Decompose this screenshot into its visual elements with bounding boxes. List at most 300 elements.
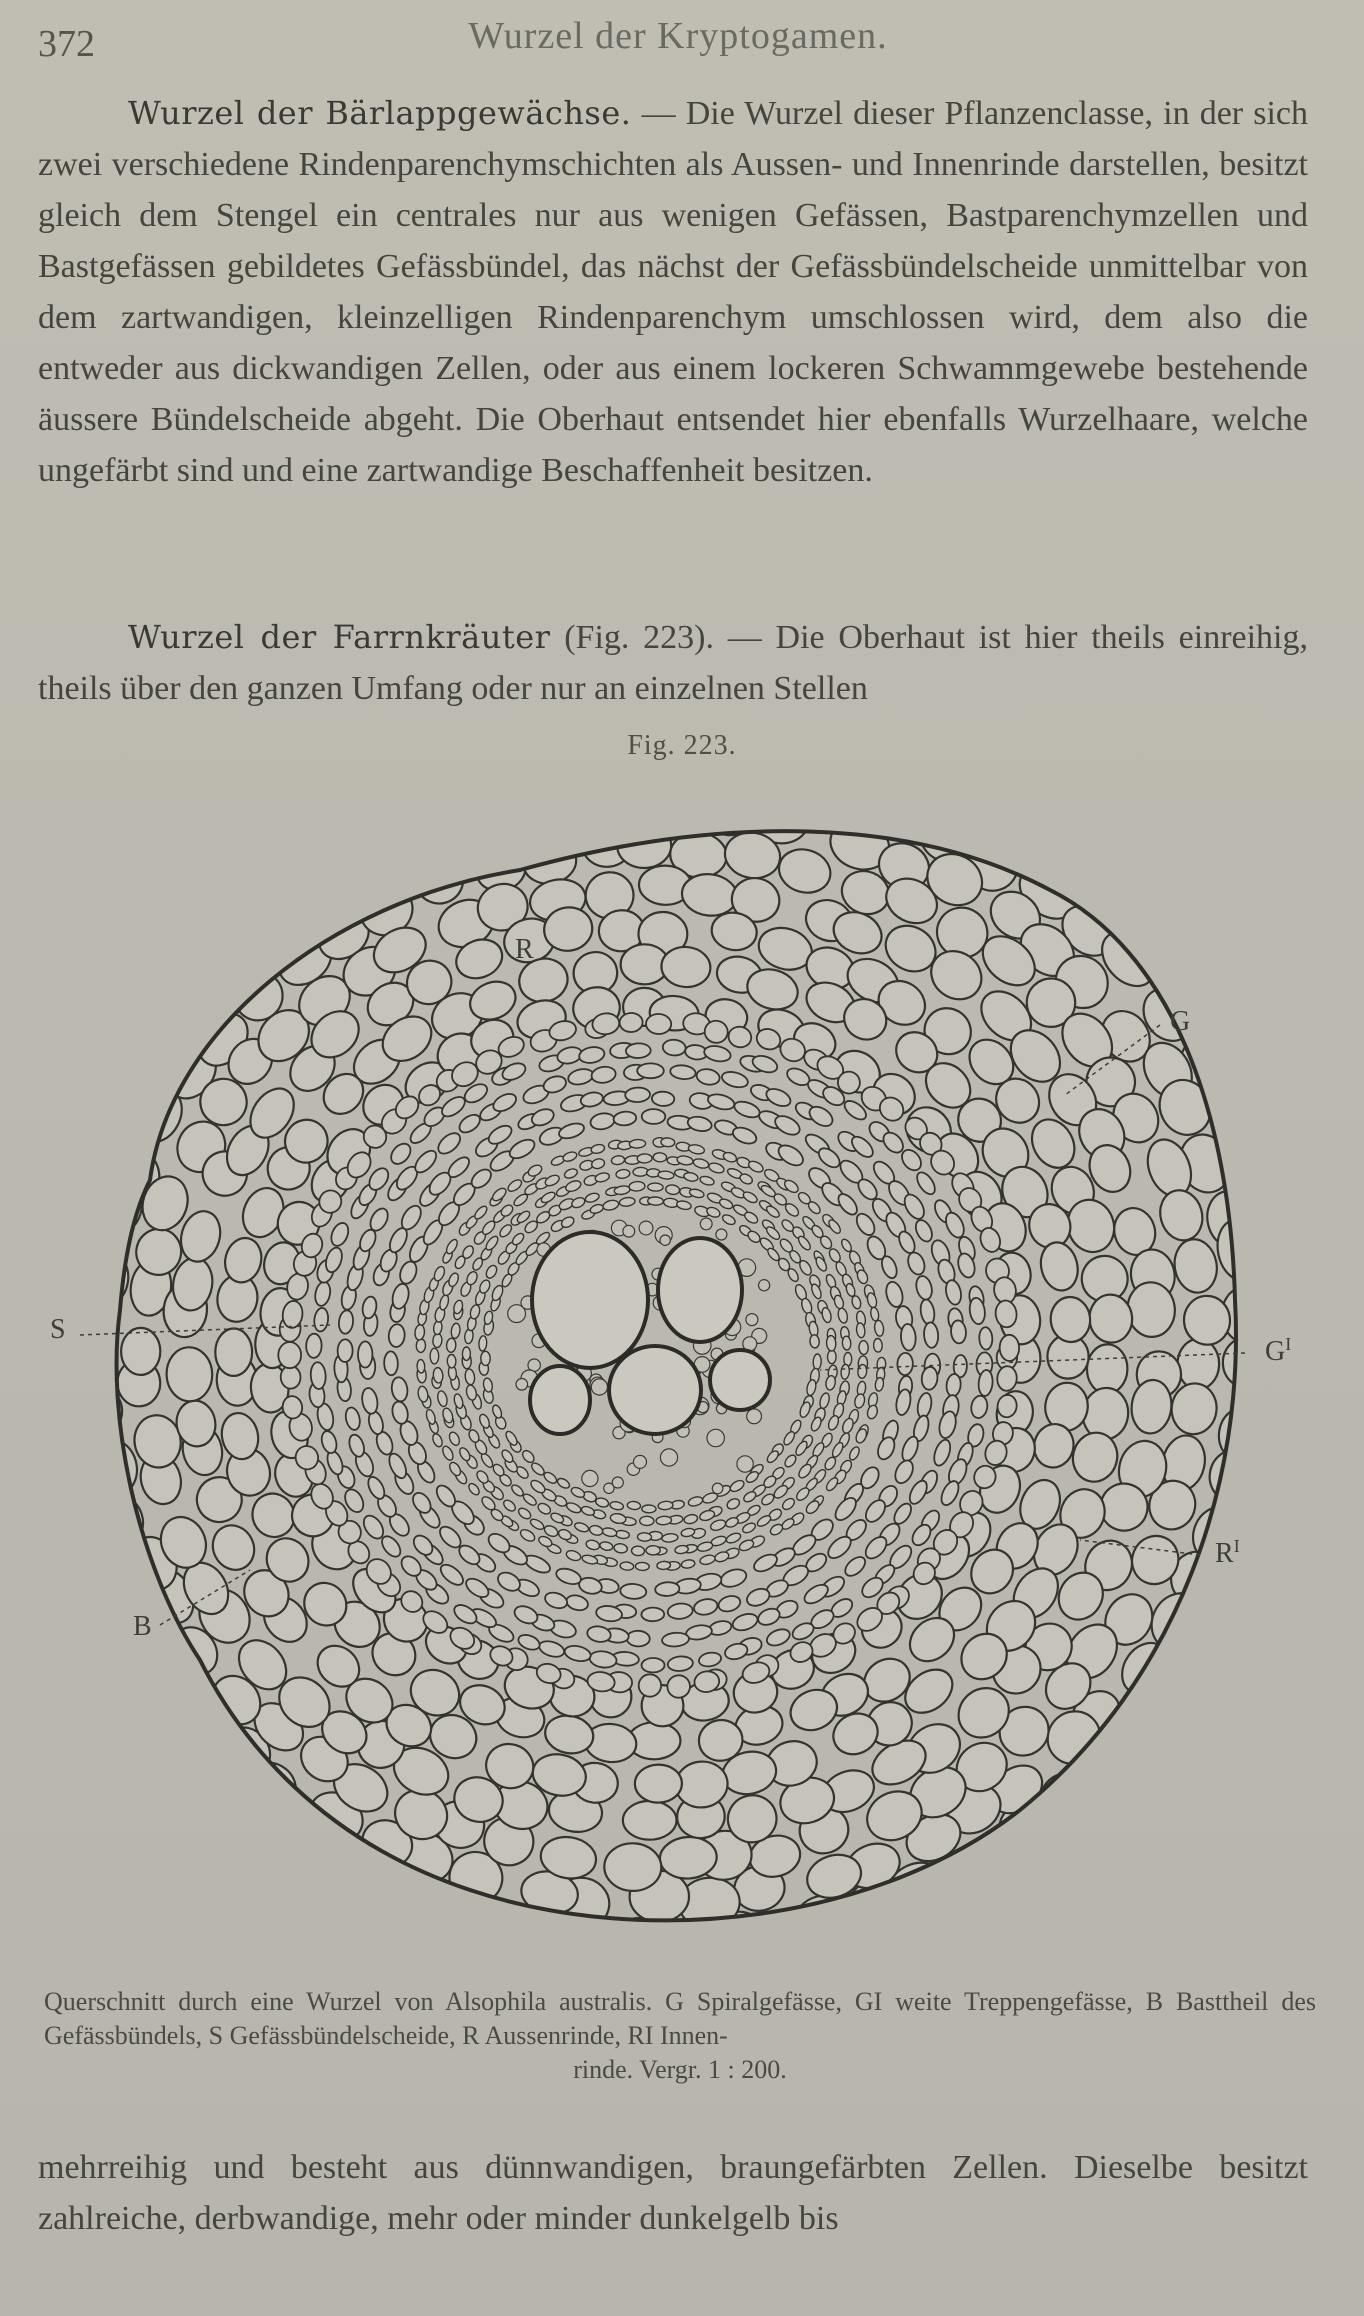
tissue-cell [783,1453,798,1469]
tissue-cell [397,780,472,836]
letter-G1-sup: I [1285,1334,1292,1354]
tissue-cell [842,1336,851,1350]
tissue-cell [746,1314,758,1326]
tissue-cell [718,1566,748,1590]
tissue-cell [467,1482,481,1497]
tissue-cell [665,1184,680,1195]
tissue-cell [543,1590,569,1611]
tissue-cell [573,1521,589,1533]
tissue-cell [728,1478,745,1493]
tissue-cell [189,868,269,947]
tissue-cell [827,1414,841,1431]
letter-R: R [515,934,534,965]
vessel [609,1346,701,1434]
tissue-cell [648,1183,664,1191]
tissue-cell [1257,1393,1315,1451]
tissue-cell [693,1597,719,1617]
tissue-cell [613,1111,637,1127]
tissue-cell [570,1196,586,1210]
tissue-cell [648,1197,664,1206]
tissue-cell [970,1395,989,1420]
tissue-cell [211,1784,286,1858]
tissue-cell [0,1361,41,1420]
tissue-cell [26,1105,91,1171]
tissue-cell [615,1169,630,1179]
tissue-cell [874,1320,885,1337]
tissue-cell [49,1044,122,1119]
tissue-cell [873,1338,882,1352]
tissue-cell [478,1413,491,1430]
tissue-cell [557,1121,586,1141]
tissue-cell [216,912,284,980]
running-head [38,14,1318,64]
tissue-cell [490,1284,505,1302]
paragraph-body: (Fig. 223). — Die Oberhaut ist hier theils einreihig, theils über den ganzen Umfang oder nur an einzelnen Stellen [38,619,1308,707]
letter-G1-base: G [1265,1336,1286,1367]
tissue-cell [431,1432,444,1448]
tissue-cell [261,1809,334,1882]
tissue-cell [502,1498,518,1513]
tissue-cell [642,784,700,829]
tissue-cell [498,1223,514,1239]
tissue-cell [996,1366,1017,1392]
tissue-cell [1088,1293,1135,1344]
tissue-cell [641,1658,664,1673]
tissue-cell [905,1250,927,1277]
tissue-cell [313,1307,329,1332]
tissue-cell [484,1234,500,1252]
tissue-cell [425,1408,437,1425]
tissue-cell [833,1294,845,1310]
tissue-cell [473,1204,489,1221]
tissue-cell [438,1294,450,1311]
tissue-cell [662,1039,686,1056]
caption-line-2: rinde. Vergr. 1 : 200. [573,2055,787,2084]
tissue-cell [67,1345,118,1402]
tissue-cell [686,1115,712,1133]
tissue-cell [894,1388,912,1416]
tissue-cell [610,1512,627,1524]
tissue-cell [590,1143,605,1154]
tissue-cell [875,1377,885,1392]
tissue-cell [818,1392,830,1409]
tissue-cell [537,1638,566,1659]
tissue-cell [826,1335,836,1351]
figure-root-cross-section [0,780,1364,1980]
tissue-cell [999,1335,1019,1362]
vessel [530,1366,590,1434]
tissue-cell [143,905,220,982]
caption-line-1: Querschnitt durch eine Wurzel von Alsophila australis. G Spiralgefässe, GI weite Treppengefässe, B Basttheil des Gefässbündels, S Gefässbündelscheide, R Aussenrinde, RI Innen- [44,1987,1316,2050]
tissue-cell [699,1175,715,1187]
tissue-cell [642,1109,666,1124]
tissue-cell [75,1537,139,1608]
tissue-cell [86,1660,159,1734]
tissue-cell [857,1364,867,1378]
tissue-cell [848,1445,861,1461]
tissue-cell [732,1099,761,1121]
tissue-cell [721,1213,737,1226]
tissue-cell [809,1416,822,1433]
tissue-cell [453,1393,464,1409]
tissue-cell [613,1543,628,1554]
tissue-cell [548,1915,615,1974]
tissue-cell [660,1235,670,1245]
tissue-cell [614,1185,631,1196]
tissue-cell [800,1297,814,1315]
tissue-cell [568,780,626,792]
tissue-cell [806,1379,818,1396]
tissue-cell [798,1401,812,1419]
tissue-cell [529,1517,546,1531]
tissue-cell [445,1154,472,1181]
tissue-cell [720,1069,749,1090]
tissue-cell [781,1496,797,1511]
tissue-cell [712,1483,723,1494]
tissue-cell [979,1327,993,1350]
tissue-cell [77,1624,141,1691]
tissue-cell [510,1483,525,1498]
tissue-cell [536,1501,552,1516]
tissue-cell [937,1410,959,1440]
tissue-cell [33,1349,78,1409]
tissue-cell [313,1280,332,1307]
tissue-cell [747,1409,762,1424]
tissue-cell [1177,1339,1219,1390]
tissue-cell [462,1347,470,1360]
tissue-cell [623,1801,677,1840]
tissue-cell [698,1509,715,1522]
tissue-cell [656,1516,672,1526]
tissue-cell [634,1455,647,1468]
tissue-cell [745,780,812,801]
tissue-cell [692,1157,709,1169]
tissue-cell [657,1561,671,1570]
tissue-cell [7,1482,66,1546]
tissue-cell [591,1158,606,1170]
tissue-cell [619,1197,636,1207]
tissue-cell [589,780,641,823]
tissue-cell [516,1379,528,1391]
tissue-cell [759,1280,770,1291]
letter-B: B [133,1611,152,1642]
tissue-cell [417,1359,425,1373]
tissue-cell [491,1404,503,1420]
tissue-cell [619,1012,643,1032]
tissue-cell [579,1091,604,1109]
tissue-cell [716,1229,727,1240]
tissue-cell [742,1190,759,1205]
tissue-cell [344,1406,362,1431]
tissue-cell [1237,1162,1303,1232]
tissue-cell [320,1852,387,1917]
letter-G: G [1170,1006,1191,1037]
tissue-cell [707,1429,724,1446]
tissue-cell [637,1063,664,1078]
tissue-cell [765,1449,780,1464]
tissue-cell [623,1225,635,1237]
paragraph-fern-root [38,612,1308,714]
paragraph-lead: Wurzel der Bärlappgewächse. [128,94,632,132]
tissue-cell [945,1373,961,1397]
tissue-cell [1224,1133,1284,1197]
tissue-cell [113,945,191,1025]
paragraph-lead: Wurzel der Farrnkräuter [128,618,551,656]
tissue-cell [642,1505,656,1513]
tissue-cell [456,1111,483,1136]
tissue-cell [168,948,241,1021]
tissue-cell [853,1393,865,1409]
tissue-cell [0,1194,52,1257]
tissue-cell [626,1043,651,1058]
tissue-cell [914,1169,939,1197]
tissue-cell [554,1566,583,1587]
tissue-cell [688,1143,706,1155]
tissue-cell [633,1167,648,1176]
tissue-cell [442,780,511,823]
tissue-cell [585,1539,601,1551]
tissue-cell [387,1140,414,1168]
tissue-cell [59,1126,119,1196]
tissue-cell [640,1516,654,1525]
paragraph-lycopod-root [38,88,1308,496]
tissue-cell [590,1065,616,1084]
tissue-cell [760,1492,776,1507]
tissue-cell [564,1179,582,1194]
tissue-cell [931,1438,953,1468]
tissue-cell [667,1655,693,1672]
tissue-cell [1200,1548,1267,1620]
tissue-cell [637,1154,652,1163]
tissue-cell [810,1283,823,1300]
tissue-cell [506,1178,523,1194]
tissue-cell [521,780,587,804]
tissue-cell [565,1549,582,1562]
vessel [532,1232,648,1368]
tissue-cell [842,1553,869,1579]
tissue-cell [589,1650,618,1670]
tissue-cell [435,1129,464,1157]
tissue-cell [0,1257,40,1318]
tissue-cell [686,780,745,795]
tissue-cell [549,1511,565,1524]
tissue-cell [944,1279,963,1306]
tissue-cell [484,1264,499,1280]
tissue-cell [478,1336,487,1352]
tissue-cell [637,1533,651,1542]
tissue-cell [436,1390,448,1407]
tissue-cell [0,1315,38,1368]
tissue-cell [687,1495,703,1507]
tissue-cell [306,1333,322,1358]
tissue-cell [215,1328,252,1376]
tissue-cell [731,1611,760,1633]
tissue-cell [522,1492,539,1507]
tissue-cell [588,1524,603,1537]
tissue-cell [658,1501,674,1511]
tissue-cell [520,1448,536,1464]
tissue-cell [121,1328,161,1375]
tissue-cell [859,1341,869,1355]
tissue-cell [809,1334,819,1348]
tissue-cell [813,1354,822,1370]
tissue-cell [703,1044,732,1064]
tissue-cell [447,1354,456,1368]
figure-caption [44,1985,1316,2087]
tissue-cell [390,1376,409,1402]
tissue-cell [665,1921,725,1972]
figure-label: Fig. 223. [627,730,737,761]
tissue-cell [824,1476,839,1493]
tissue-cell [384,1351,398,1375]
tissue-cell [892,1458,917,1487]
tissue-cell [699,1554,716,1566]
tissue-cell [338,1310,355,1335]
tissue-cell [652,1091,675,1106]
page-number: 372 [38,23,95,65]
tissue-cell [165,1346,213,1402]
tissue-cell [589,1203,604,1215]
tissue-cell [519,1527,537,1543]
tissue-cell [430,1348,439,1364]
tissue-cell [467,1902,537,1964]
tissue-cell [756,1514,773,1529]
tissue-cell [565,1501,582,1515]
tissue-cell [22,1518,86,1586]
tissue-cell [853,1211,878,1239]
vessel [658,1238,742,1342]
tissue-cell [32,1568,98,1643]
tissue-cell [884,1280,906,1309]
tissue-cell [591,1379,607,1395]
tissue-cell [641,1607,664,1621]
tissue-cell [611,1155,625,1165]
tissue-cell [416,1339,426,1353]
cell-pattern [0,780,1318,1974]
tissue-cell [540,1190,557,1204]
tissue-cell [39,1228,94,1285]
tissue-cell [764,1626,792,1649]
tissue-cell [782,1430,797,1447]
tissue-cell [594,1172,610,1184]
tissue-cell [602,1199,620,1212]
tissue-cell [80,996,153,1069]
letter-S: S [50,1314,66,1345]
tissue-cell [919,1298,936,1325]
tissue-cell [866,1404,879,1420]
tissue-cell [504,1430,519,1447]
tissue-cell [563,1167,578,1180]
tissue-cell [814,1256,829,1273]
tissue-cell [609,1501,624,1511]
tissue-cell [667,1602,693,1620]
tissue-cell [625,1087,650,1102]
tissue-cell [469,1304,481,1320]
tissue-cell [106,1032,179,1109]
tissue-cell [683,1171,699,1182]
tissue-cell [662,1533,679,1543]
tissue-cell [441,1407,454,1424]
tissue-cell [358,1341,372,1367]
tissue-cell [639,1674,661,1696]
tissue-cell [27,1385,81,1442]
tissue-cell [611,1917,672,1962]
tissue-cell [446,1338,456,1352]
letter-G1 [1265,1334,1291,1367]
tissue-cell [589,1111,616,1131]
tissue-cell [821,1307,833,1324]
tissue-cell [815,780,882,831]
tissue-cell [530,1461,547,1477]
tissue-cell [1156,1629,1228,1706]
tissue-cell [689,1188,705,1199]
tissue-cell [718,1197,734,1210]
tissue-cell [319,1429,339,1455]
tissue-cell [465,800,534,863]
tissue-cell [328,1220,351,1248]
tissue-cell [658,1171,674,1180]
tissue-cell [1176,1579,1252,1659]
tissue-cell [602,1527,618,1538]
tissue-cell [296,850,367,917]
tissue-cell [866,1292,878,1309]
tissue-cell [654,780,708,791]
tissue-cell [796,1234,812,1251]
tissue-cell [346,785,422,857]
tissue-cell [695,1067,721,1086]
tissue-cell [1170,1236,1221,1296]
tissue-cell [899,1434,921,1463]
tissue-cell [725,1531,742,1544]
tissue-cell [1086,1344,1128,1395]
tissue-cell [921,1366,939,1390]
tissue-cell [586,1625,612,1644]
tissue-cell [700,1218,712,1230]
tissue-cell [1243,1448,1304,1512]
tissue-cell [437,1561,466,1589]
tissue-cell [360,1387,379,1415]
tissue-cell [661,1632,689,1648]
tissue-cell [851,1295,862,1310]
tissue-cell [397,1259,419,1286]
tissue-cell [567,1067,595,1087]
tissue-cell [447,1272,460,1288]
tissue-cell [914,1274,934,1301]
tissue-cell [827,1350,836,1364]
tissue-cell [697,1541,714,1553]
tissue-cell [741,1521,757,1534]
tissue-cell [1049,1295,1092,1343]
tissue-cell [913,1217,936,1244]
tissue-cell [432,1265,446,1282]
tissue-cell [68,1285,119,1339]
tissue-cell [563,1644,592,1664]
tissue-cell [278,1342,301,1368]
tissue-cell [481,1351,491,1365]
tissue-cell [465,1384,478,1401]
tissue-cell [709,1518,727,1532]
tissue-cell [626,1630,650,1646]
tissue-cell [629,1139,646,1148]
tissue-cell [578,1045,606,1065]
tissue-cell [174,1753,251,1829]
tissue-cell [840,1364,850,1380]
tissue-cell [451,1601,480,1627]
tissue-cell [417,1385,429,1402]
tissue-cell [432,1333,442,1348]
tissue-cell [414,1324,425,1340]
tissue-cell [708,1161,726,1174]
